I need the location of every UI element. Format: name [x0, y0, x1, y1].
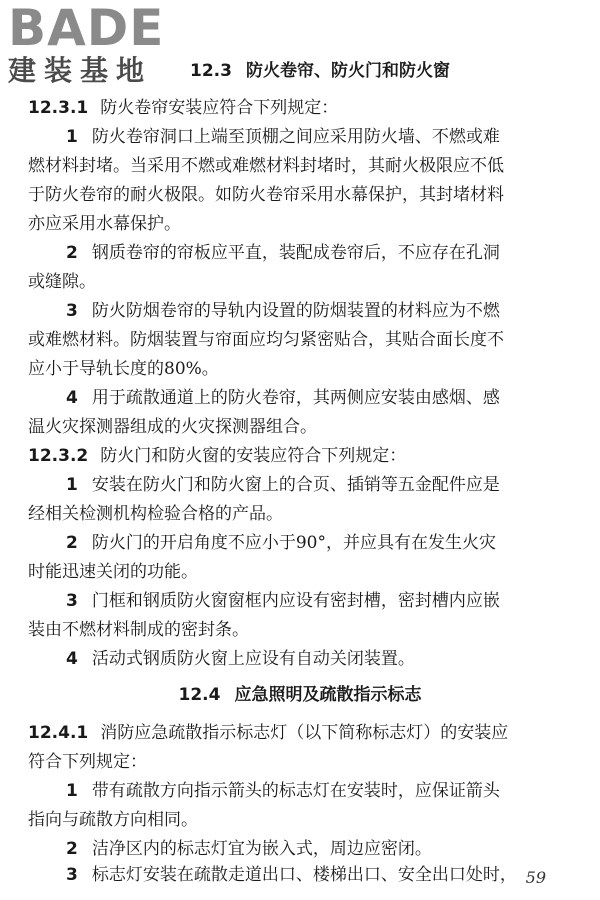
clause-12-4-1-heading	[28, 722, 562, 744]
item-number: 2	[66, 839, 78, 859]
list-item	[66, 300, 600, 322]
clause-intro: 消防应急疏散指示标志灯（以下简称标志灯）的安装应	[100, 723, 509, 743]
clause-12-3-2-heading	[28, 445, 562, 467]
item-text-line: 温火灾探测器组成的火灾探测器组合。	[28, 417, 317, 437]
page-number: 59	[525, 868, 546, 887]
item-text: 活动式钢质防火窗上应设有自动关闭装置。	[91, 649, 415, 669]
item-text: 门框和钢质防火窗窗框内应设有密封槽，密封槽内应嵌	[91, 591, 500, 611]
item-number: 2	[66, 533, 78, 553]
item-number: 4	[66, 388, 78, 408]
logo-cjk-text: 建装基地	[8, 54, 153, 87]
item-text: 防火卷帘洞口上端至顶棚之间应采用防火墙、不燃或难	[91, 127, 500, 147]
section-heading-12-4	[0, 684, 600, 706]
list-item	[66, 648, 600, 670]
item-number: 2	[66, 243, 78, 263]
item-text: 带有疏散方向指示箭头的标志灯在安装时，应保证箭头	[91, 781, 500, 801]
item-text: 防火门的开启角度不应小于90°，并应具有在发生火灾	[91, 533, 496, 553]
clause-number: 12.4.1	[28, 723, 89, 743]
logo-latin-text: BADE	[8, 0, 165, 57]
item-text: 防火防烟卷帘的导轨内设置的防烟装置的材料应为不燃	[91, 301, 500, 321]
list-item	[66, 780, 600, 802]
clause-12-3-1-heading	[28, 97, 562, 119]
list-item	[66, 864, 600, 886]
item-number: 4	[66, 649, 78, 669]
item-text-line: 于防火卷帘的耐火极限。如防火卷帘采用水幕保护，其封堵材料	[28, 185, 504, 205]
item-number: 1	[66, 127, 78, 147]
clause-number: 12.3.2	[28, 446, 89, 466]
item-number: 1	[66, 781, 78, 801]
item-text-line: 或缝隙。	[28, 272, 96, 292]
item-text-line: 经相关检测机构检验合格的产品。	[28, 504, 283, 524]
clause-intro: 防火卷帘安装应符合下列规定：	[100, 98, 339, 118]
list-item	[66, 126, 600, 148]
clause-intro: 防火门和防火窗的安装应符合下列规定：	[100, 446, 407, 466]
list-item	[66, 242, 600, 264]
item-text: 洁净区内的标志灯宜为嵌入式，周边应密闭。	[91, 839, 432, 859]
item-text: 用于疏散通道上的防火卷帘，其两侧应安装由感烟、感	[91, 388, 500, 408]
item-number: 1	[66, 475, 78, 495]
section-title-text: 防火卷帘、防火门和防火窗	[245, 61, 450, 81]
item-number: 3	[66, 591, 78, 611]
clause-number: 12.3.1	[28, 98, 89, 118]
item-text-line: 指向与疏散方向相同。	[28, 810, 198, 830]
section-number: 12.4	[178, 685, 221, 705]
item-text-line: 或难燃材料。防烟装置与帘面应均匀紧密贴合，其贴合面长度不	[28, 330, 504, 350]
section-number: 12.3	[190, 61, 232, 81]
item-number: 3	[66, 865, 78, 885]
item-text-line: 亦应采用水幕保护。	[28, 214, 181, 234]
item-text-line: 时能迅速关闭的功能。	[28, 562, 198, 582]
item-text-line: 燃材料封堵。当采用不燃或难燃材料封堵时，其耐火极限应不低	[28, 156, 504, 176]
section-title-text: 应急照明及疏散指示标志	[234, 685, 422, 705]
list-item	[66, 387, 600, 409]
item-text: 安装在防火门和防火窗上的合页、插销等五金配件应是	[91, 475, 500, 495]
item-text-line: 装由不燃材料制成的密封条。	[28, 620, 249, 640]
list-item	[66, 474, 600, 496]
list-item	[66, 590, 600, 612]
item-text: 钢质卷帘的帘板应平直，装配成卷帘后，不应存在孔洞	[91, 243, 500, 263]
list-item	[66, 838, 600, 860]
section-heading-12-3	[0, 60, 600, 82]
list-item	[66, 532, 600, 554]
item-text-line: 应小于导轨长度的80%。	[28, 359, 219, 379]
clause-intro-line: 符合下列规定：	[28, 752, 147, 772]
item-text: 标志灯安装在疏散走道出口、楼梯出口、安全出口处时，	[91, 865, 517, 885]
item-number: 3	[66, 301, 78, 321]
